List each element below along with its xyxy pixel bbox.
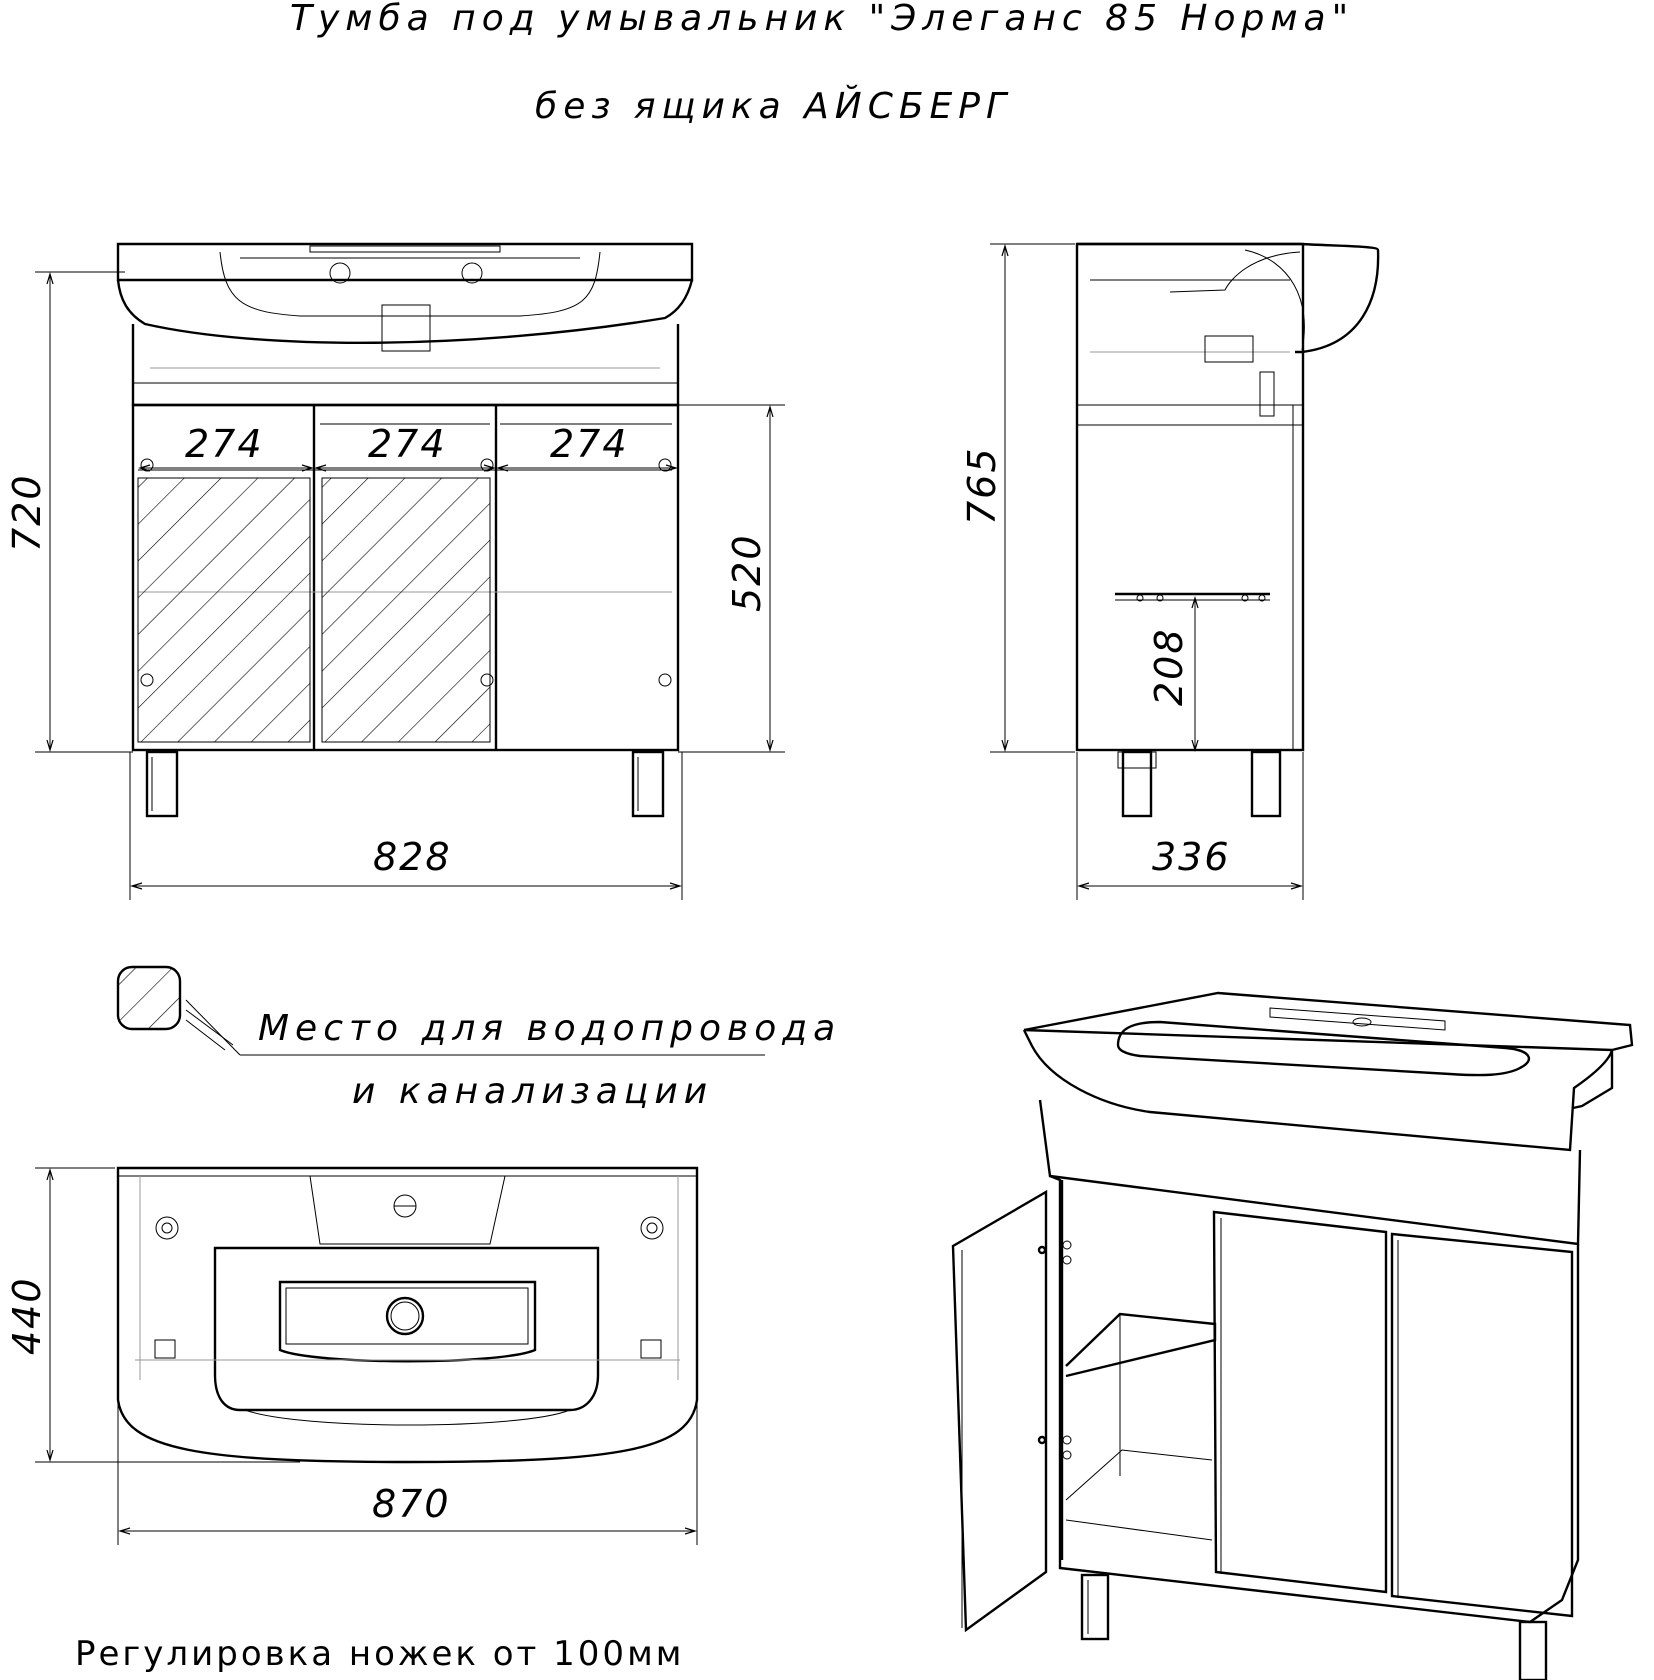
dim-side-depth: 336 bbox=[1152, 835, 1231, 879]
drawing-title-line1: Тумба под умывальник "Элеганс 85 Норма" bbox=[290, 0, 1355, 39]
front-view bbox=[118, 244, 692, 816]
dim-height-total: 720 bbox=[5, 473, 49, 552]
side-view bbox=[1077, 244, 1378, 816]
dim-height-body: 520 bbox=[725, 533, 769, 612]
dim-top-depth: 440 bbox=[5, 1276, 49, 1355]
isometric-view bbox=[953, 993, 1632, 1680]
legend-line1: Место для водопровода bbox=[258, 1008, 842, 1049]
dim-door-width-1: 274 bbox=[185, 422, 264, 466]
dim-width: 828 bbox=[373, 835, 452, 879]
dim-shelf-height: 208 bbox=[1147, 627, 1191, 706]
legend-line2: и канализации bbox=[352, 1071, 714, 1112]
dim-side-height: 765 bbox=[960, 446, 1004, 525]
dim-door-width-3: 274 bbox=[550, 422, 629, 466]
top-view bbox=[118, 1168, 697, 1462]
drawing-title-line2: без ящика АЙСБЕРГ bbox=[535, 86, 1013, 127]
top-dimensions bbox=[5, 1168, 697, 1545]
dim-top-width: 870 bbox=[372, 1482, 451, 1526]
dim-door-width-2: 274 bbox=[368, 422, 447, 466]
legs-adjustment-note: Регулировка ножек от 100мм bbox=[75, 1634, 685, 1674]
